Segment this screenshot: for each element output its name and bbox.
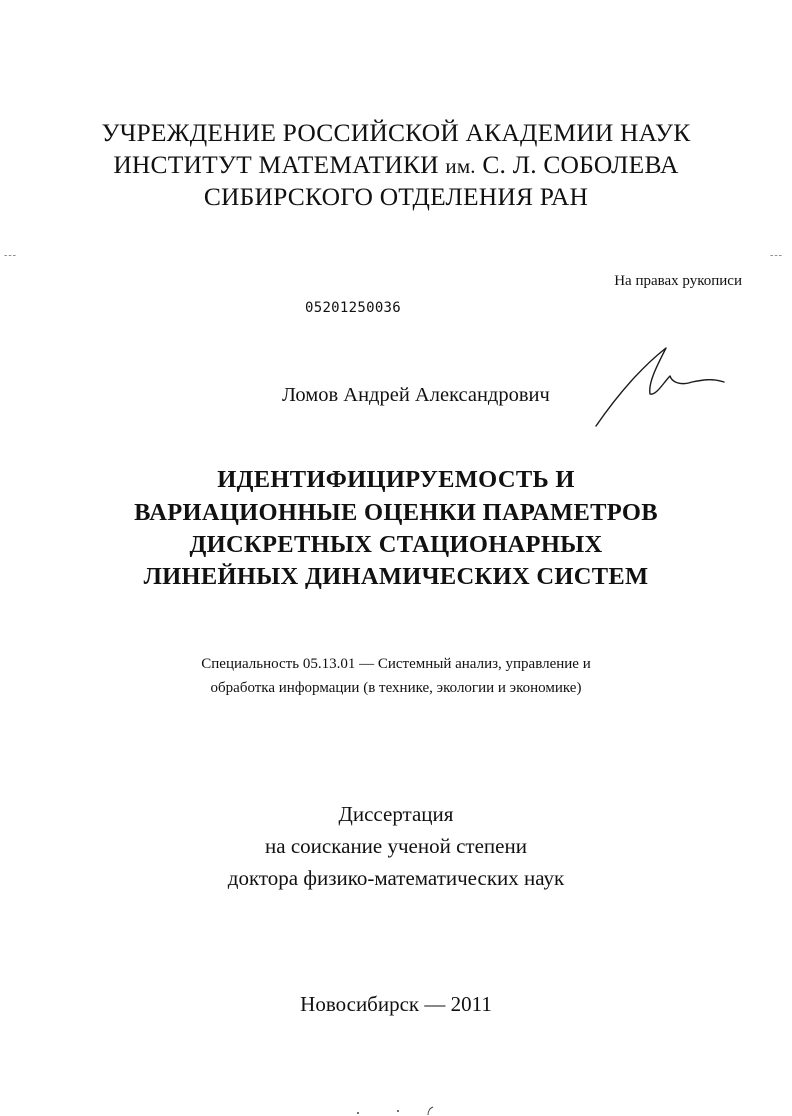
specialty-line-2: обработка информации (в технике, экологии и экономике) [210,680,582,696]
dissertation-line-3: доктора физико-математических наук [227,866,565,890]
rights-note: На правах рукописи [614,273,742,289]
specialty-line-1: Специальность 05.13.01 — Системный анализ, управление и [201,656,591,672]
title-line-3: ДИСКРЕТНЫХ СТАЦИОНАРНЫХ [189,531,603,558]
city-year: Новосибирск — 2011 [300,992,492,1016]
institution-line-2-part-2: С. Л. СОБОЛЕВА [475,150,679,179]
dissertation-line-1: Диссертация [338,802,454,826]
registration-code: 05201250036 [305,300,402,316]
institution-line-2-part-1: ИНСТИТУТ МАТЕМАТИКИ [113,150,446,179]
scan-artifacts [350,1104,440,1116]
signature-image [588,342,728,430]
title-line-1: ИДЕНТИФИЦИРУЕМОСТЬ И [217,466,575,493]
title-line-4: ЛИНЕЙНЫХ ДИНАМИЧЕСКИХ СИСТЕМ [143,563,649,590]
institution-line-1: УЧРЕЖДЕНИЕ РОССИЙСКОЙ АКАДЕМИИ НАУК [101,118,691,147]
institution-line-3: СИБИРСКОГО ОТДЕЛЕНИЯ РАН [203,182,589,211]
dissertation-line-2: на соискание ученой степени [265,834,527,858]
right-margin-mark: --- [770,250,783,261]
author-name: Ломов Андрей Александрович [282,384,550,406]
institution-line-2 [0,150,792,180]
institution-line-2-im: им. [445,154,476,178]
title-line-2: ВАРИАЦИОННЫЕ ОЦЕНКИ ПАРАМЕТРОВ [134,499,658,526]
left-margin-mark: --- [4,250,17,261]
